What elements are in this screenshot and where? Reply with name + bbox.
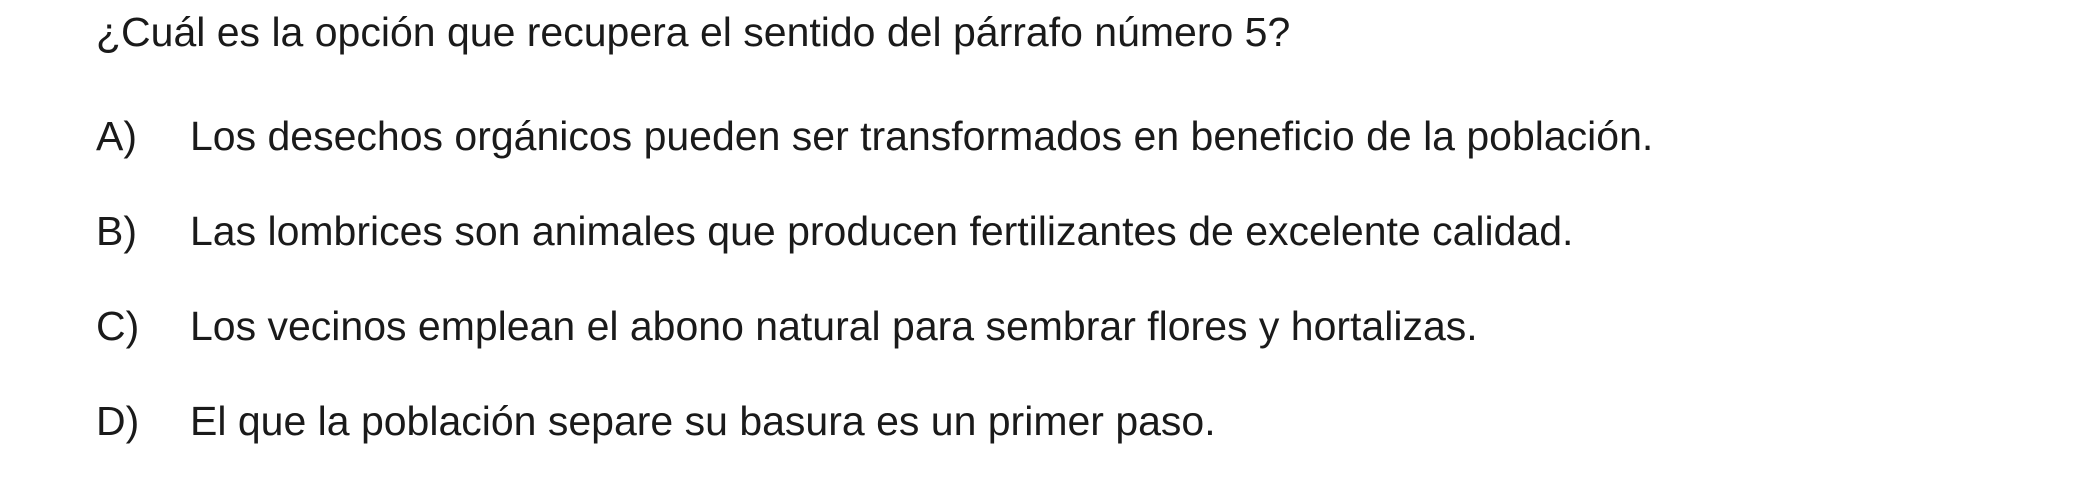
answer-option-b[interactable] (96, 203, 1653, 298)
option-letter: A) (96, 113, 137, 159)
answer-option-c[interactable] (96, 298, 1653, 393)
option-letter: C) (96, 303, 140, 349)
answer-option-d[interactable] (96, 393, 1653, 488)
option-text: El que la población separe su basura es un primer paso. (190, 398, 1216, 444)
option-letter: B) (96, 208, 137, 254)
question-text: ¿Cuál es la opción que recupera el sentido del párrafo número 5? (96, 9, 1291, 55)
answer-option-a[interactable] (96, 108, 1653, 203)
option-text: Los vecinos emplean el abono natural para sembrar flores y hortalizas. (190, 303, 1478, 349)
option-text: Los desechos orgánicos pueden ser transformados en beneficio de la población. (190, 113, 1654, 159)
option-letter: D) (96, 398, 140, 444)
option-text: Las lombrices son animales que producen fertilizantes de excelente calidad. (190, 208, 1574, 254)
answer-options-list (96, 108, 1653, 488)
